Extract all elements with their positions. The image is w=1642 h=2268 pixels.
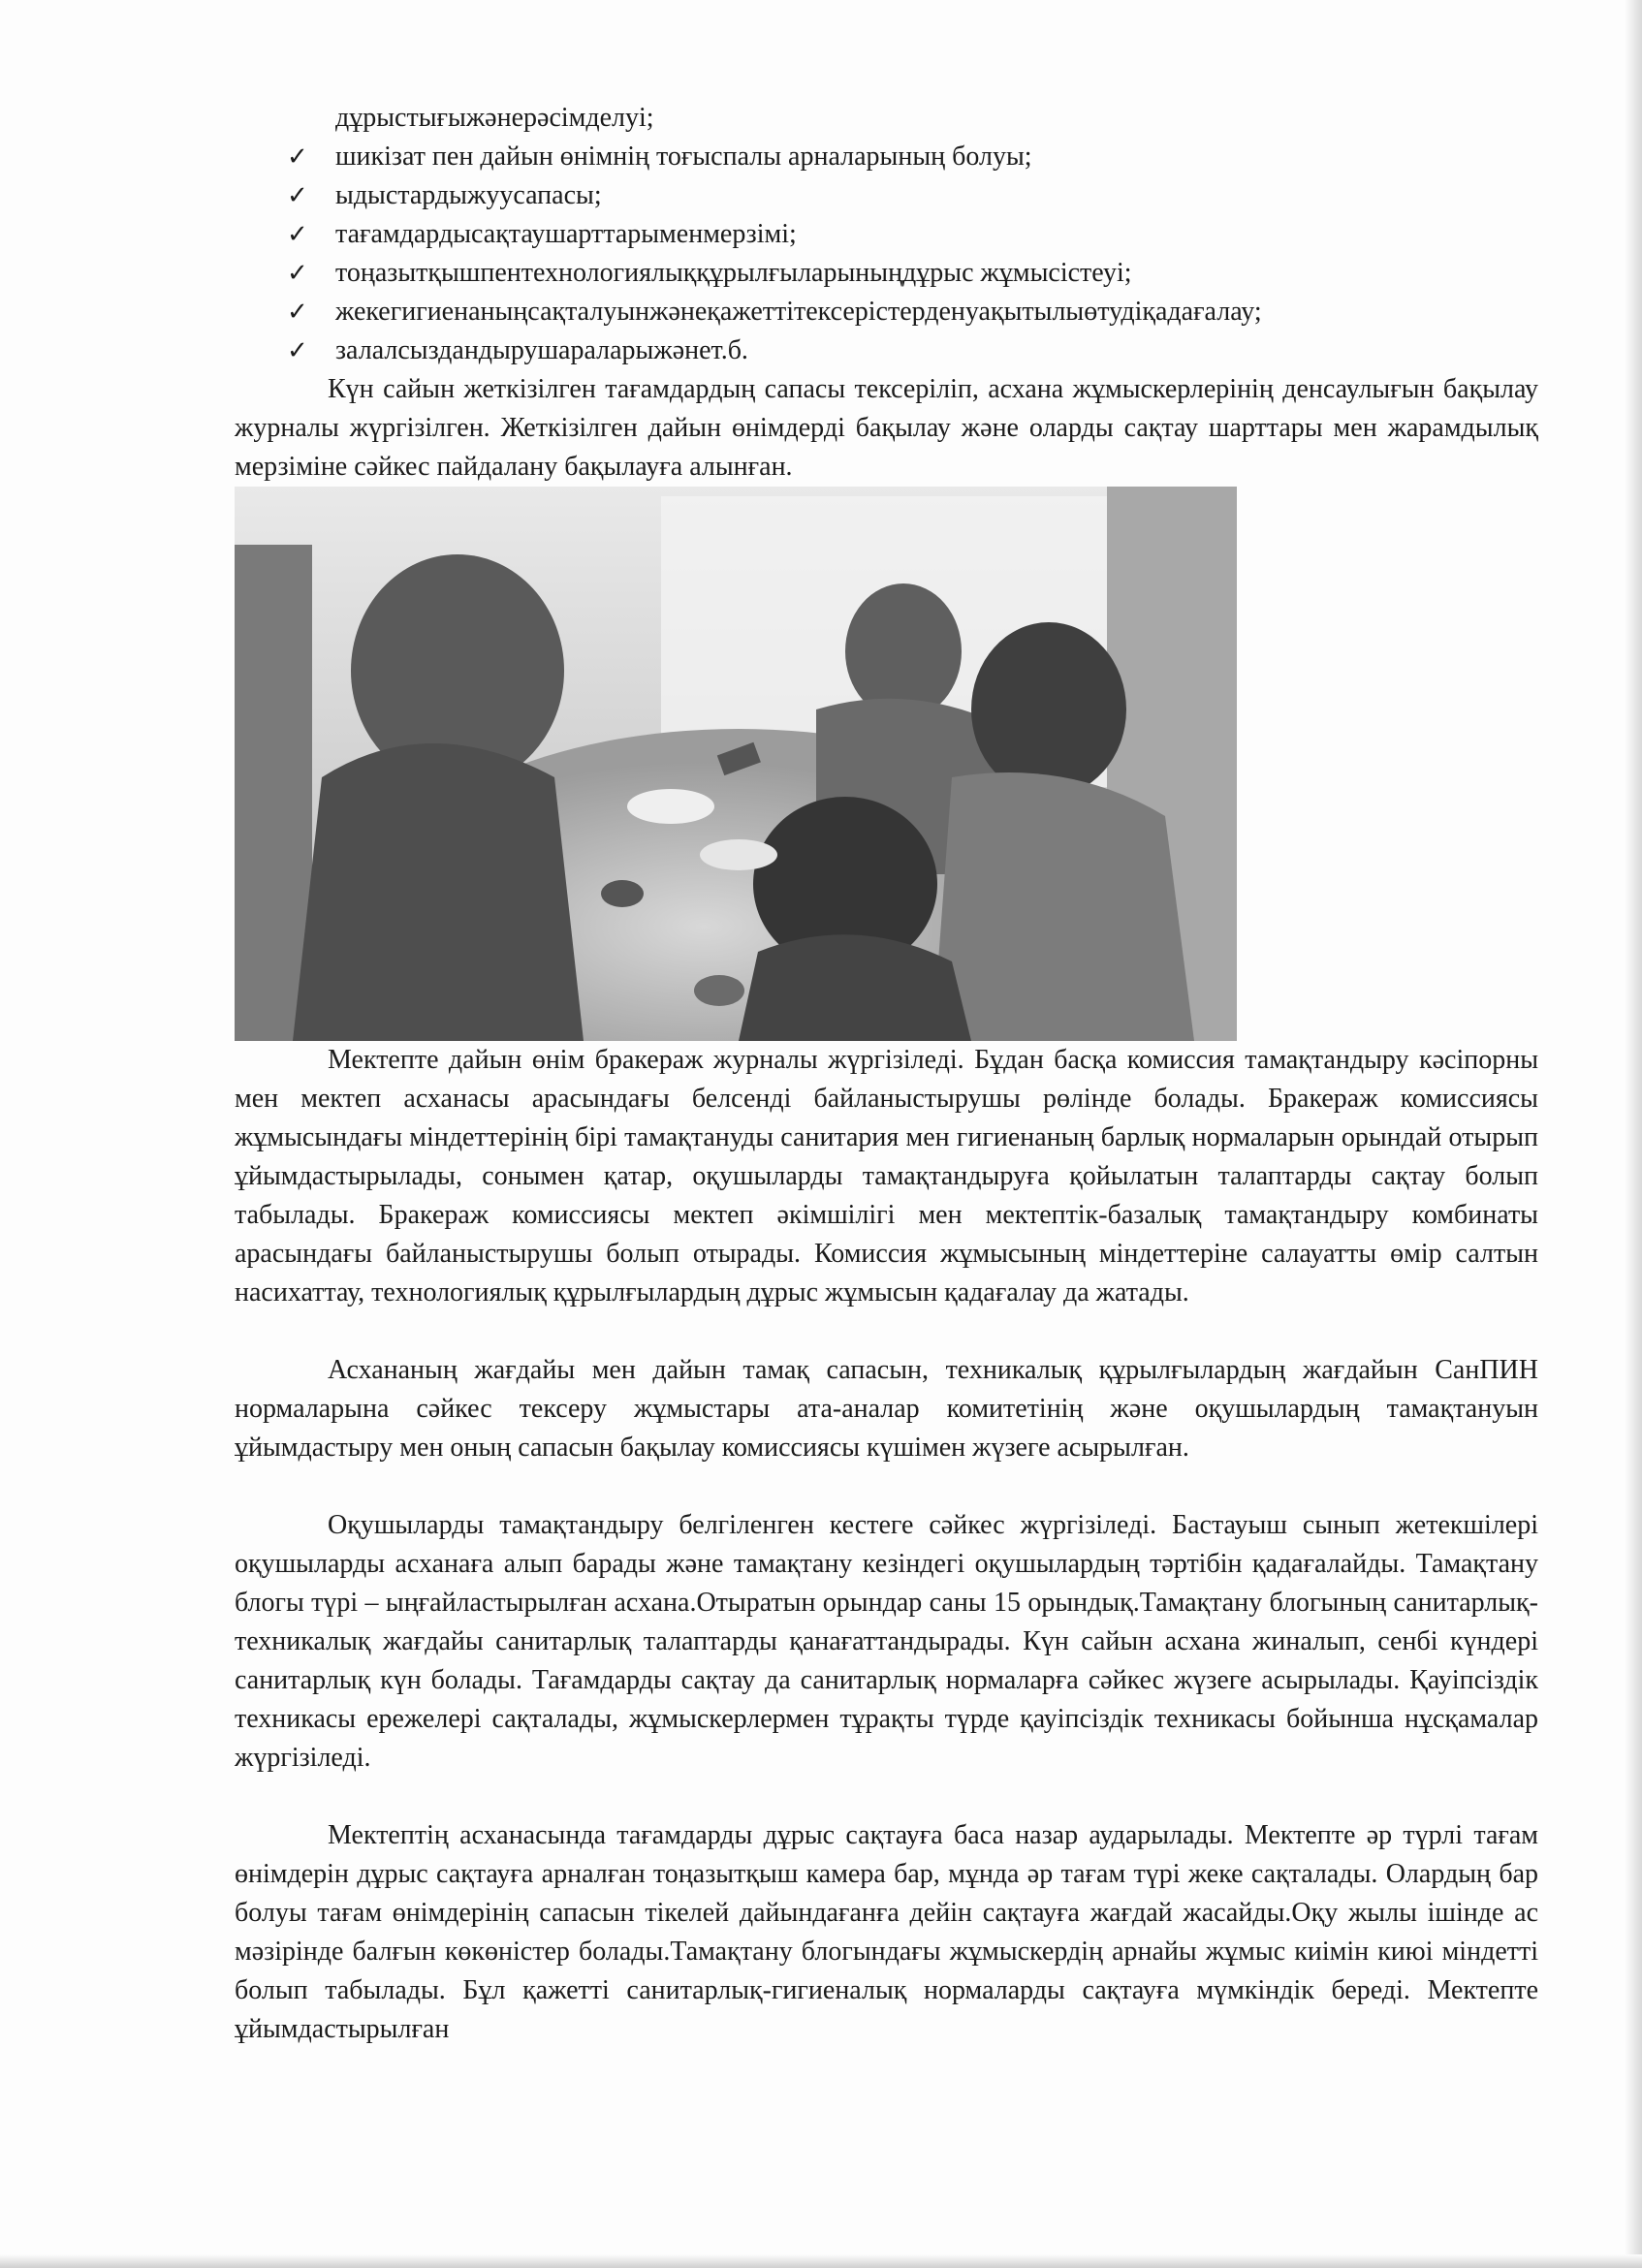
canteen-photo-image: [235, 487, 1237, 1041]
paragraph-brakerage: Мектепте дайын өнім бракераж журналы жүргізіледі. Бұдан басқа комиссия тамақтандыру кәсіпорны мен мектеп асханасы арасындағы белсенді байланыстырушы рөлінде болады. Бракераж комиссиясы жұмысындағы міндеттерінің бірі тамақтануды санитария мен гигиенаның барлық нормаларын орындай отырып ұйымдастырылады, сонымен қатар, оқушыларды тамақтандыруға қойылатын талаптарды сақтау болып табылады. Бракераж комиссиясы мектеп әкімшілігі мен мектептік-базалық тамақтандыру комбинаты арасындағы байланыстырушы болып отырады. Комиссия жұмысының міндеттеріне салауатты өмір салтын насихаттау, технологиялық құрылғылардың дұрыс жұмысын қадағалау да жатады.: [235, 1045, 1538, 1307]
checklist-item: ✓ тағамдардысақтаушарттарыменмерзімі;: [235, 215, 1538, 254]
paragraph-food-storage: Мектептің асханасында тағамдарды дұрыс сақтауға баса назар аударылады. Мектепте әр түрлі тағам өнімдерін дұрыс сақтауға арналған тоңазытқыш камера бар, мұнда әр тағам түрі жеке сақталады. Олардың бар болуы тағам өнімдерінің сапасын тікелей дайындағанға дейін сақтауға жағдай жасайды.Оқу жылы ішінде ас мәзірінде балғын көкөністер болады.Тамақтану блогындағы жұмыскердің арнайы жұмыс киімін киюі міндетті болып табылады. Бұл қажетті санитарлық-гигиеналық нормаларды сақтауға мүмкіндік береді. Мектепте ұйымдастырылған: [235, 1820, 1538, 2044]
paragraph-canteen-inspection: Асхананың жағдайы мен дайын тамақ сапасын, техникалық құрылғылардың жағдайын СанПИН нормаларына сәйкес тексеру жұмыстары ата-аналар комитетінің және оқушылардың тамақтануын ұйымдастыру мен оның сапасын бақылау комиссиясы күшімен жүзеге асырылған.: [235, 1355, 1538, 1463]
paragraph-meal-schedule: Оқушыларды тамақтандыру белгіленген кестеге сәйкес жүргізіледі. Бастауыш сынып жетекшілері оқушыларды асханаға алып барады және тамақтану кезіндегі оқушылардың тәртібін қадағалайды. Тамақтану блогы түрі – ыңғайластырылған асхана.Отыратын орындар саны 15 орындық.Тамақтану блогының санитарлық-техникалық жағдайы санитарлық талаптарды қанағаттандырады. Күн сайын асхана жиналып, сенбі күндері санитарлық күн болады. Тағамдарды сақтау да санитарлық нормаларға сәйкес жүзеге асырылады. Қауіпсіздік техникасы ережелері сақталады, жұмыскерлермен тұрақты түрде қауіпсіздік техникасы бойынша нұсқамалар жүргізіледі.: [235, 1510, 1538, 1773]
check-mark-icon: ✓: [287, 336, 308, 365]
checklist-item: ✓ ыдыстардыжуусапасы;: [235, 176, 1538, 215]
checklist-item: ✓ тоңазытқышпентехнологиялыққұрылғыларыныңдұрыс жұмысістеуі;: [235, 254, 1538, 293]
page-edge-shadow: [1625, 0, 1642, 2268]
checklist-item: ✓ жекегигиенаныңсақталуынжәнеқажеттітексерістерденуақытылыөтудіқадағалау;: [235, 293, 1538, 331]
checklist-item: ✓ залалсыздандырушараларыжәнет.б.: [235, 331, 1538, 370]
checklist-continuation: дұрыстығыжәнерәсімделуі;: [335, 103, 654, 133]
checklist: [235, 99, 1538, 370]
check-mark-icon: ✓: [287, 181, 308, 210]
paragraph-daily-quality: Күн сайын жеткізілген тағамдардың сапасы тексеріліп, асхана жұмыскерлерінің денсаулығын бақылау журналы жүргізілген. Жеткізілген дайын өнімдерді бақылау және оларды сақтау шарттары мен жарамдылық мерзіміне сәйкес пайдалану бақылауға алынған.: [235, 374, 1538, 482]
check-mark-icon: ✓: [287, 259, 308, 288]
check-mark-icon: ✓: [287, 220, 308, 249]
canteen-photo: [235, 487, 1237, 1041]
check-mark-icon: ✓: [287, 298, 308, 327]
check-mark-icon: ✓: [287, 142, 308, 172]
page-bottom-edge: [0, 2254, 1642, 2268]
document-body: [235, 99, 1538, 2049]
checklist-item: ✓ шикізат пен дайын өнімнің тоғыспалы арналарының болуы;: [235, 138, 1538, 176]
